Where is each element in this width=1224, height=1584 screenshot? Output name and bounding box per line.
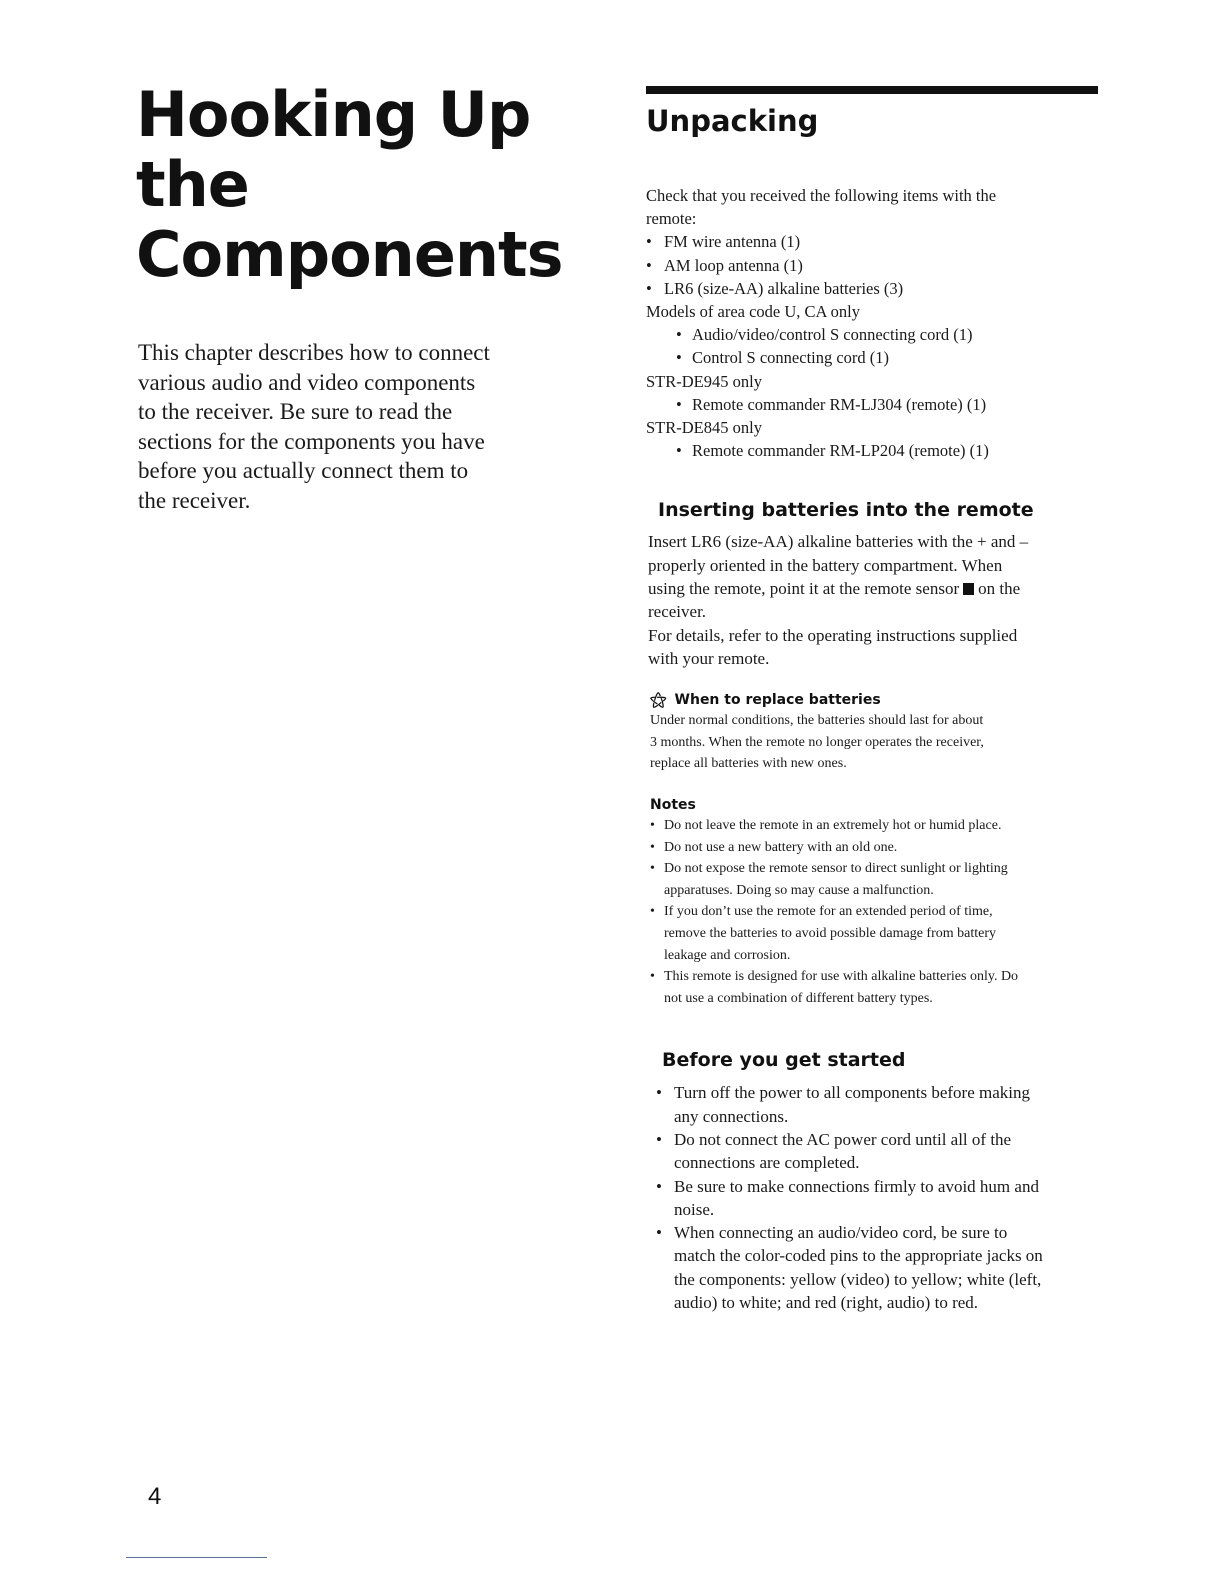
page-number: 4 [148, 1483, 162, 1510]
unpacking-intro-line: Check that you received the following items with the [646, 186, 997, 205]
before-item: • Turn off the power to all components before making [656, 1081, 1100, 1104]
before-item-cont: connections are completed. [674, 1153, 860, 1173]
batteries-title: Inserting batteries into the remote [658, 499, 1034, 522]
batteries-line: properly oriented in the battery compartment. When [648, 555, 1003, 575]
notes-title: Notes [650, 797, 696, 813]
lightbulb-icon: ⚝ [650, 689, 667, 710]
tip-line: Under normal conditions, the batteries should last for about [650, 713, 984, 729]
unpacking-title: Unpacking [646, 104, 819, 138]
section-rule [646, 86, 1098, 94]
tip-line: 3 months. When the remote no longer operates the receiver, [650, 734, 984, 750]
list-item: • Remote commander RM-LP204 (remote) (1) [646, 439, 1100, 462]
before-title: Before you get started [662, 1049, 906, 1072]
note-item-cont: apparatuses. Doing so may cause a malfunction. [664, 882, 934, 898]
chapter-title-line: Components [136, 218, 563, 291]
list-item: • Control S connecting cord (1) [646, 346, 1100, 369]
before-item-cont: audio) to white; and red (right, audio) to red. [674, 1293, 979, 1313]
intro-line: sections for the components you have [138, 428, 485, 454]
note-item-cont: remove the batteries to avoid possible damage from battery [664, 925, 997, 941]
unpacking-list [646, 184, 1100, 462]
batteries-line [648, 577, 1100, 600]
note-item-cont: leakage and corrosion. [664, 947, 791, 963]
note-item: • This remote is designed for use with alkaline batteries only. Do [650, 966, 1100, 988]
intro-line: before you actually connect them to [138, 458, 469, 483]
intro-line: various audio and video components [138, 369, 476, 395]
list-item: • AM loop antenna (1) [646, 254, 1100, 277]
batteries-line: receiver. [648, 602, 707, 622]
intro-line: This chapter describes how to connect [138, 340, 490, 365]
tip-text [650, 710, 1100, 775]
intro-line: to the receiver. Be sure to read the [138, 399, 453, 424]
remote-sensor-icon [963, 583, 974, 595]
list-item: • FM wire antenna (1) [646, 230, 1100, 253]
note-item: • Do not expose the remote sensor to direct sunlight or lighting [650, 858, 1100, 880]
batteries-text [648, 530, 1100, 670]
model-label: STR-DE945 only [646, 371, 762, 391]
tip-title-text: When to replace batteries [674, 692, 881, 709]
list-item: • Remote commander RM-LJ304 (remote) (1) [646, 393, 1100, 416]
notes-list [650, 815, 1100, 1009]
list-item: • Audio/video/control S connecting cord (1) [646, 323, 1100, 346]
bottom-rule [126, 1557, 267, 1558]
model-label: STR-DE845 only [646, 418, 762, 438]
chapter-title [136, 80, 576, 290]
before-item-cont: match the color-coded pins to the appropriate jacks on [674, 1246, 1043, 1266]
before-item: • Be sure to make connections firmly to avoid hum and [656, 1175, 1100, 1198]
notes-block [650, 795, 1100, 1009]
before-item: • When connecting an audio/video cord, be sure to [656, 1221, 1100, 1244]
chapter-title-line: the [136, 148, 249, 221]
note-item: • If you don’t use the remote for an extended period of time, [650, 901, 1100, 923]
batteries-line: with your remote. [648, 648, 770, 668]
before-item-cont: noise. [674, 1199, 715, 1219]
batteries-line-part: on the [978, 579, 1021, 599]
unpacking-intro-line: remote: [646, 209, 697, 229]
batteries-line: For details, refer to the operating instructions supplied [648, 625, 1018, 645]
before-list [656, 1081, 1100, 1314]
note-item: • Do not leave the remote in an extremely hot or humid place. [650, 815, 1100, 837]
intro-line: the receiver. [138, 487, 251, 513]
chapter-title-line: Hooking Up [136, 78, 531, 151]
tip-line: replace all batteries with new ones. [650, 756, 847, 772]
note-item: • Do not use a new battery with an old one. [650, 837, 1100, 859]
chapter-intro [138, 338, 558, 515]
before-item-cont: the components: yellow (video) to yellow; white (left, [674, 1269, 1042, 1289]
note-item-cont: not use a combination of different battery types. [664, 990, 933, 1006]
before-item: • Do not connect the AC power cord until all of the [656, 1128, 1100, 1151]
models-label: Models of area code U, CA only [646, 302, 860, 322]
list-item: • LR6 (size-AA) alkaline batteries (3) [646, 277, 1100, 300]
batteries-line: Insert LR6 (size-AA) alkaline batteries with the + and – [648, 532, 1029, 552]
batteries-line-part: using the remote, point it at the remote sensor [648, 579, 960, 599]
tip-title [650, 690, 1100, 710]
tip-block [650, 690, 1100, 775]
before-item-cont: any connections. [674, 1106, 789, 1126]
right-column [646, 86, 1100, 1314]
